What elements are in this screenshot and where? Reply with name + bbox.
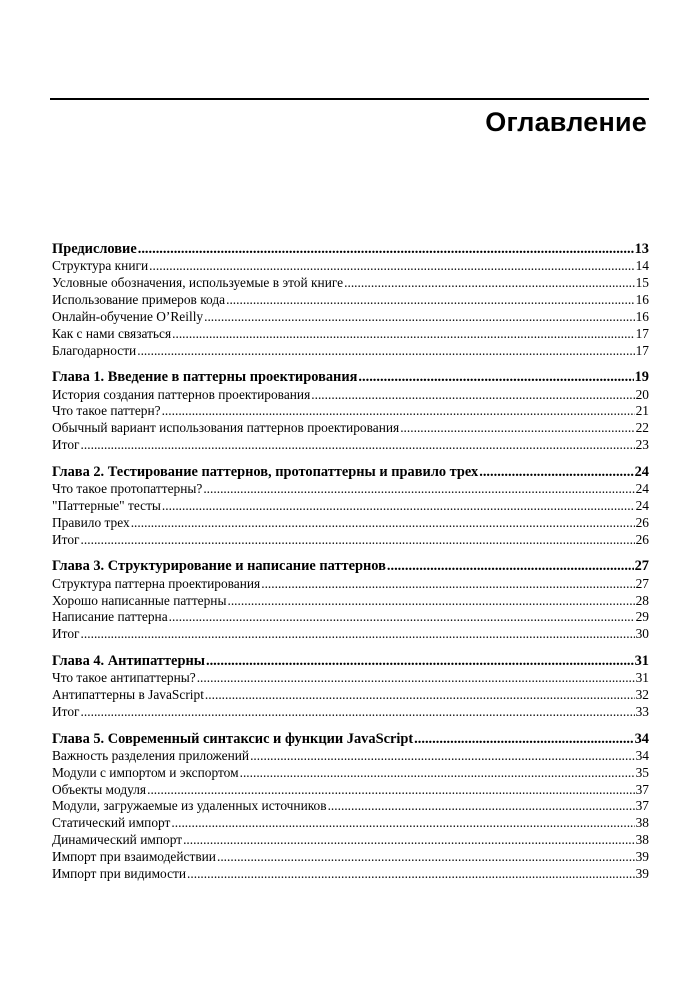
toc-entry[interactable] bbox=[52, 609, 649, 626]
dot-leader bbox=[162, 403, 635, 420]
toc-chapter-entry[interactable] bbox=[52, 463, 649, 481]
toc-entry-title: История создания паттернов проектирования bbox=[52, 386, 311, 402]
toc-entry-page-number: 24 bbox=[635, 481, 649, 497]
toc-section bbox=[52, 368, 649, 454]
toc-section bbox=[52, 557, 649, 643]
toc-entry-title: Как с нами связаться bbox=[52, 325, 172, 341]
toc-entry-page-number: 20 bbox=[635, 386, 649, 402]
dot-leader bbox=[206, 652, 634, 670]
toc-entry-title: Хорошо написанные паттерны bbox=[52, 592, 227, 608]
dot-leader bbox=[183, 832, 635, 849]
toc-entry[interactable] bbox=[52, 576, 649, 593]
page-title: Оглавление bbox=[485, 107, 647, 137]
toc-section bbox=[52, 463, 649, 549]
toc-entry-page-number: 16 bbox=[635, 308, 649, 324]
dot-leader bbox=[162, 498, 635, 515]
toc-entry-title: Что такое паттерн? bbox=[52, 403, 161, 419]
toc-entry[interactable] bbox=[52, 326, 649, 343]
dot-leader bbox=[187, 866, 635, 883]
toc-entry[interactable] bbox=[52, 748, 649, 765]
dot-leader bbox=[328, 798, 635, 815]
dot-leader bbox=[169, 609, 635, 626]
dot-leader bbox=[400, 420, 634, 437]
toc-entry[interactable] bbox=[52, 832, 649, 849]
toc-entry[interactable] bbox=[52, 765, 649, 782]
toc-entry[interactable] bbox=[52, 532, 649, 549]
toc-entry[interactable] bbox=[52, 309, 649, 326]
toc-chapter-entry[interactable] bbox=[52, 557, 649, 575]
toc-entry-title: Модули с импортом и экспортом bbox=[52, 764, 239, 780]
toc-chapter-entry[interactable] bbox=[52, 368, 649, 386]
dot-leader bbox=[81, 626, 635, 643]
toc-entry-page-number: 32 bbox=[635, 687, 649, 703]
toc-entry-title: Написание паттерна bbox=[52, 609, 168, 625]
dot-leader bbox=[205, 687, 635, 704]
toc-entry-page-number: 23 bbox=[635, 437, 649, 453]
toc-entry-page-number: 33 bbox=[635, 703, 649, 719]
toc-entry-title: Итог bbox=[52, 626, 80, 642]
toc-entry-page-number: 28 bbox=[635, 592, 649, 608]
toc-entry[interactable] bbox=[52, 815, 649, 832]
toc-entry-page-number: 24 bbox=[635, 497, 649, 513]
dot-leader bbox=[149, 258, 634, 275]
toc-entry[interactable] bbox=[52, 704, 649, 721]
toc-chapter-entry-title: Глава 3. Структурирование и написание паттернов bbox=[52, 558, 386, 575]
toc-entry-title: "Паттерные" тесты bbox=[52, 497, 161, 513]
toc-entry[interactable] bbox=[52, 292, 649, 309]
dot-leader bbox=[138, 240, 634, 258]
dot-leader bbox=[414, 730, 633, 748]
toc-entry-page-number: 16 bbox=[635, 291, 649, 307]
toc-entry[interactable] bbox=[52, 593, 649, 610]
toc-entry[interactable] bbox=[52, 798, 649, 815]
toc-chapter-entry[interactable] bbox=[52, 240, 649, 258]
dot-leader bbox=[197, 670, 635, 687]
dot-leader bbox=[204, 309, 635, 326]
toc-entry-page-number: 15 bbox=[635, 275, 649, 291]
toc-entry-page-number: 35 bbox=[635, 764, 649, 780]
dot-leader bbox=[217, 849, 635, 866]
toc-chapter-entry-page-number: 13 bbox=[634, 241, 649, 257]
toc-section bbox=[52, 652, 649, 721]
toc-entry-page-number: 38 bbox=[635, 832, 649, 848]
toc-entry-title: Онлайн-обучение O’Reilly bbox=[52, 308, 204, 324]
toc-entry[interactable] bbox=[52, 687, 649, 704]
toc-chapter-entry-title: Предисловие bbox=[52, 241, 137, 257]
toc-entry[interactable] bbox=[52, 515, 649, 532]
toc-entry-page-number: 37 bbox=[635, 781, 649, 797]
toc-entry-title: Импорт при видимости bbox=[52, 866, 187, 882]
toc-entry-page-number: 22 bbox=[635, 420, 649, 436]
header-rule bbox=[50, 98, 649, 100]
dot-leader bbox=[358, 368, 633, 386]
toc-entry-page-number: 34 bbox=[635, 747, 649, 763]
toc-entry[interactable] bbox=[52, 498, 649, 515]
toc-entry-page-number: 31 bbox=[635, 670, 649, 686]
toc-chapter-entry-page-number: 27 bbox=[634, 558, 649, 575]
toc-entry-title: Благодарности bbox=[52, 342, 137, 358]
dot-leader bbox=[311, 387, 634, 404]
toc-chapter-entry-page-number: 24 bbox=[634, 463, 649, 480]
toc-chapter-entry-title: Глава 1. Введение в паттерны проектирования bbox=[52, 369, 358, 386]
toc-entry[interactable] bbox=[52, 403, 649, 420]
toc-entry-page-number: 29 bbox=[635, 609, 649, 625]
toc-entry[interactable] bbox=[52, 387, 649, 404]
toc-chapter-entry-title: Глава 2. Тестирование паттернов, протопаттерны и правило трех bbox=[52, 463, 479, 480]
dot-leader bbox=[227, 593, 634, 610]
toc-entry[interactable] bbox=[52, 670, 649, 687]
toc-entry-title: Итог bbox=[52, 437, 80, 453]
dot-leader bbox=[261, 576, 634, 593]
toc-entry-title: Условные обозначения, используемые в этой книге bbox=[52, 275, 344, 291]
toc-chapter-entry-page-number: 34 bbox=[634, 730, 649, 747]
dot-leader bbox=[81, 532, 635, 549]
toc-entry-title: Правило трех bbox=[52, 514, 130, 530]
toc-entry-page-number: 30 bbox=[635, 626, 649, 642]
dot-leader bbox=[344, 275, 634, 292]
toc-entry-title: Динамический импорт bbox=[52, 832, 183, 848]
toc-entry-page-number: 39 bbox=[635, 849, 649, 865]
dot-leader bbox=[137, 343, 634, 360]
toc-entry-page-number: 39 bbox=[635, 866, 649, 882]
toc-entry-page-number: 21 bbox=[635, 403, 649, 419]
toc-entry-title: Итог bbox=[52, 703, 80, 719]
toc-entry-page-number: 37 bbox=[635, 798, 649, 814]
toc-entry-page-number: 26 bbox=[635, 514, 649, 530]
dot-leader bbox=[203, 481, 634, 498]
toc-entry[interactable] bbox=[52, 420, 649, 437]
toc-entry-title: Использование примеров кода bbox=[52, 291, 226, 307]
toc-entry-page-number: 26 bbox=[635, 531, 649, 547]
dot-leader bbox=[240, 765, 635, 782]
toc-entry-page-number: 17 bbox=[635, 325, 649, 341]
toc-entry-page-number: 17 bbox=[635, 342, 649, 358]
table-of-contents bbox=[52, 240, 649, 892]
toc-entry[interactable] bbox=[52, 437, 649, 454]
dot-leader bbox=[479, 463, 633, 481]
toc-entry[interactable] bbox=[52, 481, 649, 498]
toc-section bbox=[52, 240, 649, 360]
toc-entry-title: Структура книги bbox=[52, 258, 149, 274]
toc-entry-title: Важность разделения приложений bbox=[52, 747, 250, 763]
toc-entry-title: Объекты модуля bbox=[52, 781, 147, 797]
dot-leader bbox=[171, 815, 634, 832]
toc-entry[interactable] bbox=[52, 849, 649, 866]
toc-entry[interactable] bbox=[52, 782, 649, 799]
toc-chapter-entry-page-number: 31 bbox=[634, 652, 649, 669]
toc-entry-title: Статический импорт bbox=[52, 815, 171, 831]
dot-leader bbox=[172, 326, 634, 343]
toc-entry-page-number: 14 bbox=[635, 258, 649, 274]
toc-entry-title: Обычный вариант использования паттернов проектирования bbox=[52, 420, 400, 436]
toc-chapter-entry[interactable] bbox=[52, 730, 649, 748]
toc-entry-title: Структура паттерна проектирования bbox=[52, 575, 261, 591]
toc-entry[interactable] bbox=[52, 258, 649, 275]
toc-chapter-entry-title: Глава 4. Антипаттерны bbox=[52, 652, 205, 669]
dot-leader bbox=[250, 748, 635, 765]
toc-entry-title: Что такое антипаттерны? bbox=[52, 670, 196, 686]
toc-entry[interactable] bbox=[52, 343, 649, 360]
toc-entry-title: Антипаттерны в JavaScript bbox=[52, 687, 204, 703]
dot-leader bbox=[387, 557, 634, 575]
dot-leader bbox=[131, 515, 635, 532]
toc-chapter-entry[interactable] bbox=[52, 652, 649, 670]
toc-entry-title: Что такое протопаттерны? bbox=[52, 481, 203, 497]
dot-leader bbox=[81, 437, 635, 454]
toc-chapter-entry-title: Глава 5. Современный синтаксис и функции JavaScript bbox=[52, 730, 414, 747]
toc-entry-page-number: 38 bbox=[635, 815, 649, 831]
toc-chapter-entry-page-number: 19 bbox=[634, 369, 649, 386]
toc-entry-page-number: 27 bbox=[635, 575, 649, 591]
toc-entry[interactable] bbox=[52, 626, 649, 643]
toc-entry-title: Итог bbox=[52, 531, 80, 547]
toc-entry[interactable] bbox=[52, 866, 649, 883]
toc-entry-title: Модули, загружаемые из удаленных источников bbox=[52, 798, 327, 814]
toc-entry[interactable] bbox=[52, 275, 649, 292]
toc-section bbox=[52, 730, 649, 883]
toc-entry-title: Импорт при взаимодействии bbox=[52, 849, 216, 865]
dot-leader bbox=[226, 292, 635, 309]
dot-leader bbox=[147, 782, 635, 799]
dot-leader bbox=[81, 704, 635, 721]
